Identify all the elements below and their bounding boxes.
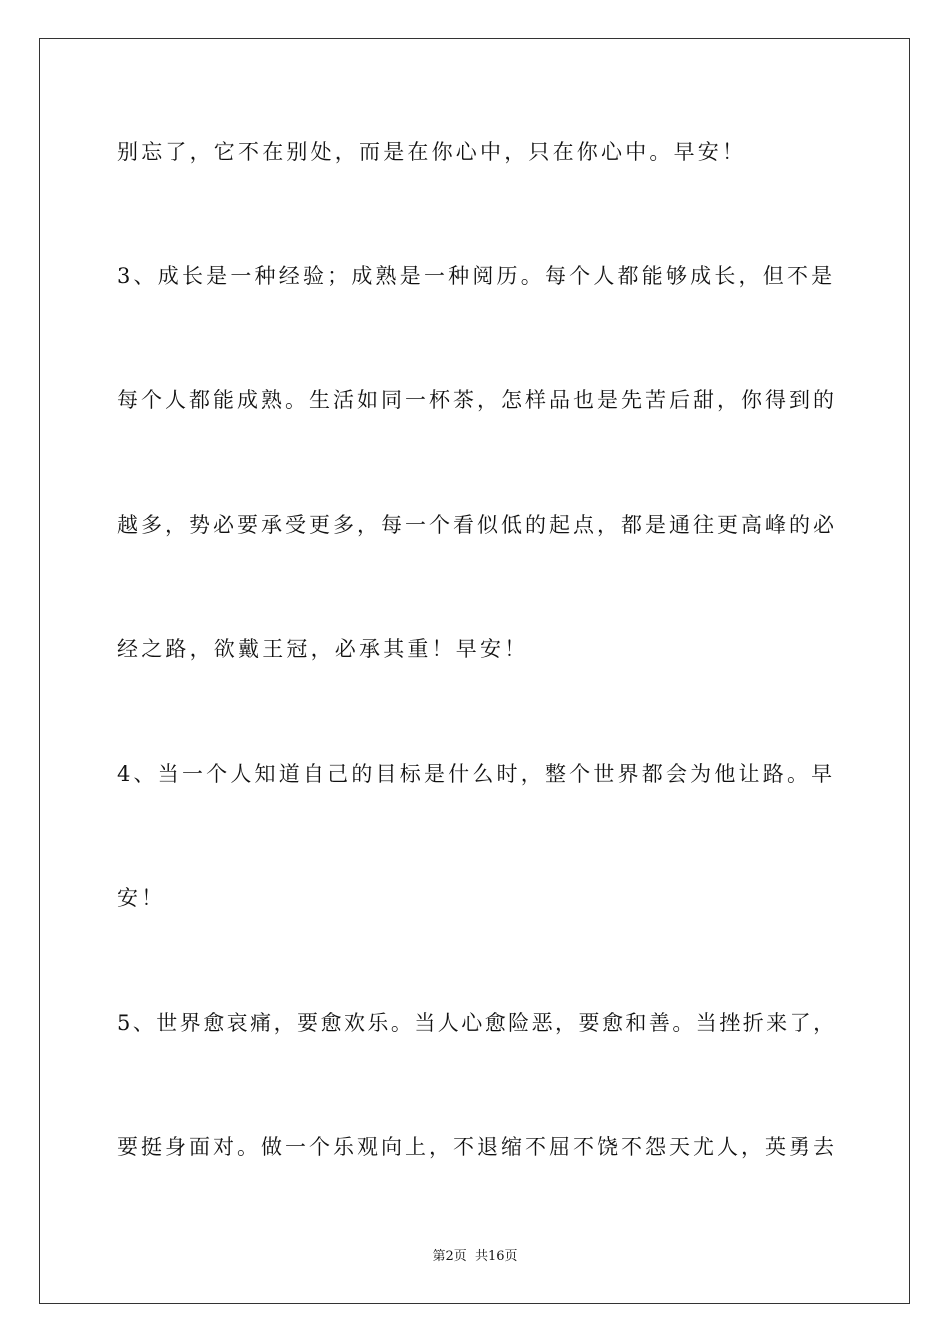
total-pages-label: 共16页 (474, 1249, 518, 1264)
page-border (39, 38, 910, 1304)
current-page-label: 第2页 (432, 1249, 467, 1264)
text-line: 安！ (117, 886, 166, 910)
text-line: 越多，势必要承受更多，每一个看似低的起点，都是通往更高峰的必 (117, 513, 837, 537)
page-footer (0, 1248, 950, 1266)
text-line: 5、世界愈哀痛，要愈欢乐。当人心愈险恶，要愈和善。当挫折来了， (117, 1011, 837, 1035)
text-line: 4、当一个人知道自己的目标是什么时，整个世界都会为他让路。早 (117, 762, 836, 786)
text-line: 要挺身面对。做一个乐观向上，不退缩不屈不饶不怨天尤人，英勇去 (117, 1135, 837, 1159)
text-line: 每个人都能成熟。生活如同一杯茶，怎样品也是先苦后甜，你得到的 (117, 388, 837, 412)
text-line: 3、成长是一种经验；成熟是一种阅历。每个人都能够成长，但不是 (117, 264, 836, 288)
text-line: 经之路，欲戴王冠，必承其重！早安！ (117, 637, 529, 661)
text-line: 别忘了，它不在别处，而是在你心中，只在你心中。早安！ (117, 140, 747, 164)
